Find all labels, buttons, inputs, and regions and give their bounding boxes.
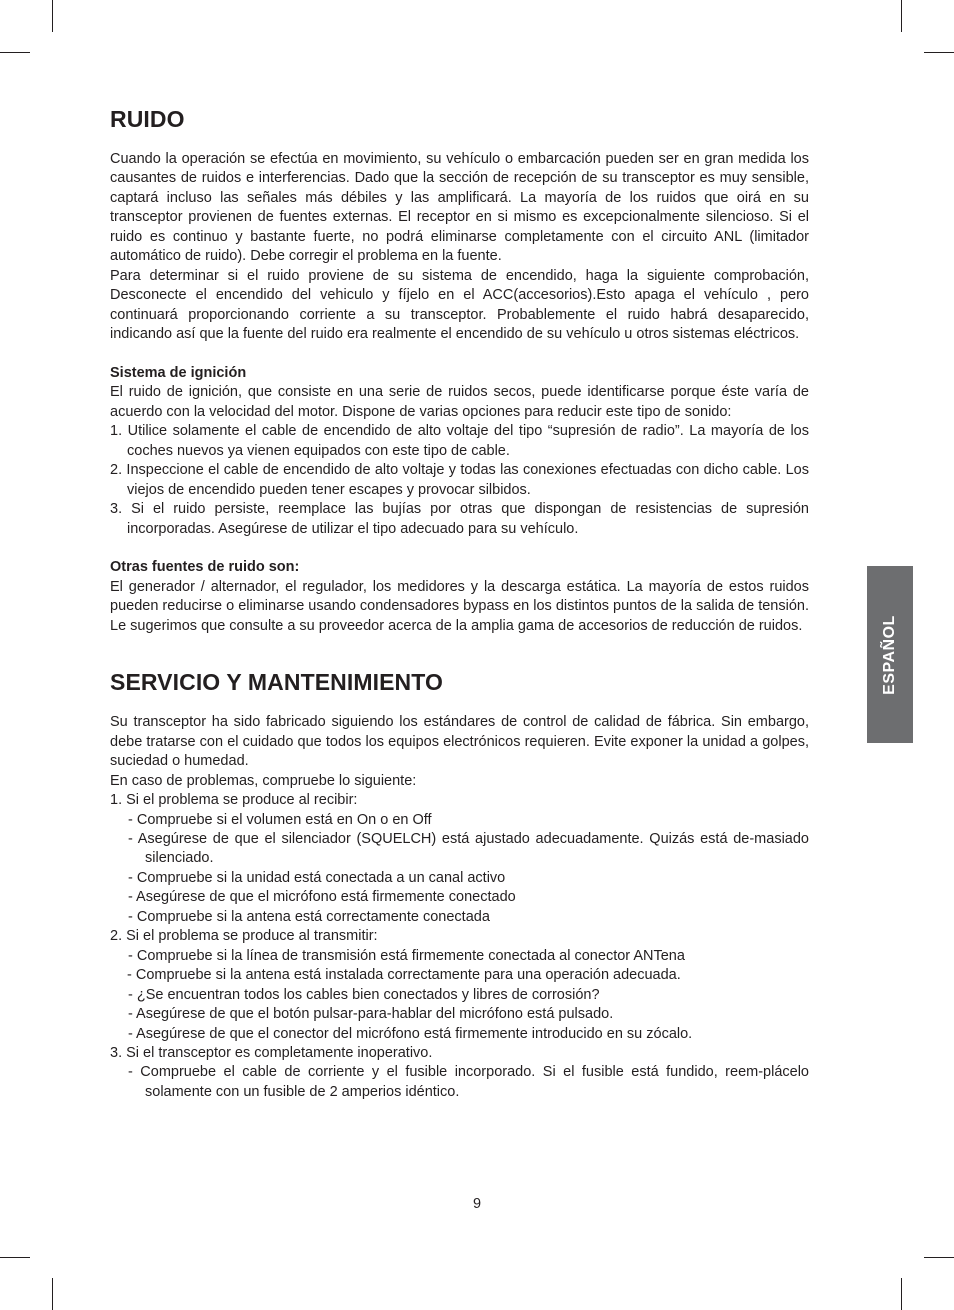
list-item: - Asegúrese de que el botón pulsar-para-hablar del micrófono está pulsado. xyxy=(128,1006,614,1023)
page-number: 9 xyxy=(472,1196,482,1212)
section-title-ruido: RUIDO xyxy=(110,106,185,132)
list-item: - Compruebe si la antena está instalada correctamente para una operación adecuada. xyxy=(127,967,681,984)
crop-mark xyxy=(0,1257,30,1258)
servicio-paragraph-1: Su transceptor ha sido fabricado siguiendo los estándares de control de calidad de fábrica. Sin embargo, debe tratarse con el cuidado que todos los equipos electrónicos requieren. Evite exponer la unidad a golpes, suciedad o humedad. xyxy=(110,714,809,770)
ignicion-paragraph: El ruido de ignición, que consiste en una serie de ruidos secos, puede identificarse porque éste varía de acuerdo con la velocidad del motor. Dispone de varias opciones para reducir este tipo de sonido: xyxy=(110,384,809,420)
list-item: - Compruebe si la línea de transmisión está firmemente conectada al conector ANTena xyxy=(128,947,685,964)
list-heading-inoperativo: 3. Si el transceptor es completamente inoperativo. xyxy=(110,1045,433,1061)
list-item: - Compruebe si la antena está correctamente conectada xyxy=(128,908,490,925)
list-item: - Compruebe si el volumen está en On o en Off xyxy=(128,811,432,828)
ruido-paragraph-2: Para determinar si el ruido proviene de su sistema de encendido, haga la siguiente comprobación, Desconecte el encendido del vehiculo y fíjelo en el ACC(accesorios).Esto apaga el vehículo , pero continuará proporcionando corriente a su transceptor. Probablemente el ruido habrá desaparecido, indicando así que la fuente del ruido era realmente el encendido de su vehículo u otros sistemas eléctricos. xyxy=(110,267,809,343)
list-item: - Compruebe si la unidad está conectada a un canal activo xyxy=(128,869,506,886)
list-item: - Asegúrese de que el micrófono está firmemente conectado xyxy=(128,889,516,906)
list-item: 3. Si el ruido persiste, reemplace las bujías por otras que dispongan de resistencias de supresión incorporadas. Asegúrese de utilizar el tipo adecuado para su vehículo. xyxy=(110,501,809,537)
language-tab xyxy=(867,566,913,743)
list-item: - Compruebe el cable de corriente y el fusible incorporado. Si el fusible está fundido, reem-plácelo solamente con un fusible de 2 amperios idéntico. xyxy=(128,1064,809,1100)
list-heading-transmitir: 2. Si el problema se produce al transmitir: xyxy=(110,928,378,945)
list-item: - Asegúrese de que el conector del micrófono está firmemente introducido en su zócalo. xyxy=(128,1025,693,1042)
list-item: - Asegúrese de que el silenciador (SQUELCH) está ajustado adecuadamente. Quizás está de-masiado silenciado. xyxy=(128,831,809,867)
crop-mark xyxy=(0,52,30,53)
otras-fuentes-paragraph: El generador / alternador, el regulador, los medidores y la descarga estática. La mayoría de estos ruidos pueden reducirse o eliminarse usando condensadores bypass en los distintos puntos de la salida de tensión. Le sugerimos que consulte a su proveedor acerca de la amplia gama de accesorios de reducción de ruidos. xyxy=(110,578,809,634)
crop-mark xyxy=(52,1278,53,1310)
subheading-otras-fuentes: Otras fuentes de ruido son: xyxy=(110,559,300,576)
ruido-paragraph-1: Cuando la operación se efectúa en movimiento, su vehículo o embarcación pueden ser en gran medida los causantes de ruidos e interferencias. Dado que la sección de recepción de su transceptor es muy sensible, captará incluso las señales más débiles y las amplificará. La mayoría de los ruidos que oirá en su transceptor provienen de fuentes externas. El receptor en si mismo es excepcionalmente silencioso. Si el ruido es continuo y bastante fuerte, no podrá eliminarse completamente con el circuito ANL (limitador automático de ruido). Debe corregir el problema en la fuente. xyxy=(110,151,809,265)
crop-mark xyxy=(901,1278,902,1310)
crop-mark xyxy=(52,0,53,32)
language-tab-label: ESPAÑOL xyxy=(881,614,898,695)
subheading-ignicion: Sistema de ignición xyxy=(110,364,247,381)
page-content xyxy=(110,104,809,1102)
section-title-servicio: SERVICIO Y MANTENIMIENTO xyxy=(110,669,443,696)
crop-mark xyxy=(901,0,902,32)
list-item: 2. Inspeccione el cable de encendido de alto voltaje y todas las conexiones efectuadas con dicho cable. Los viejos de encendido pueden tener escapes y provocar silbidos. xyxy=(110,462,809,498)
crop-mark xyxy=(924,52,954,53)
crop-mark xyxy=(924,1257,954,1258)
list-item: 1. Utilice solamente el cable de encendido de alto voltaje del tipo “supresión de radio”. La mayoría de los coches nuevos ya vienen equipados con este tipo de cable. xyxy=(110,423,809,459)
list-heading-recibir: 1. Si el problema se produce al recibir: xyxy=(110,792,358,809)
list-item: - ¿Se encuentran todos los cables bien conectados y libres de corrosión? xyxy=(128,986,600,1003)
servicio-paragraph-2: En caso de problemas, compruebe lo siguiente: xyxy=(110,772,417,789)
